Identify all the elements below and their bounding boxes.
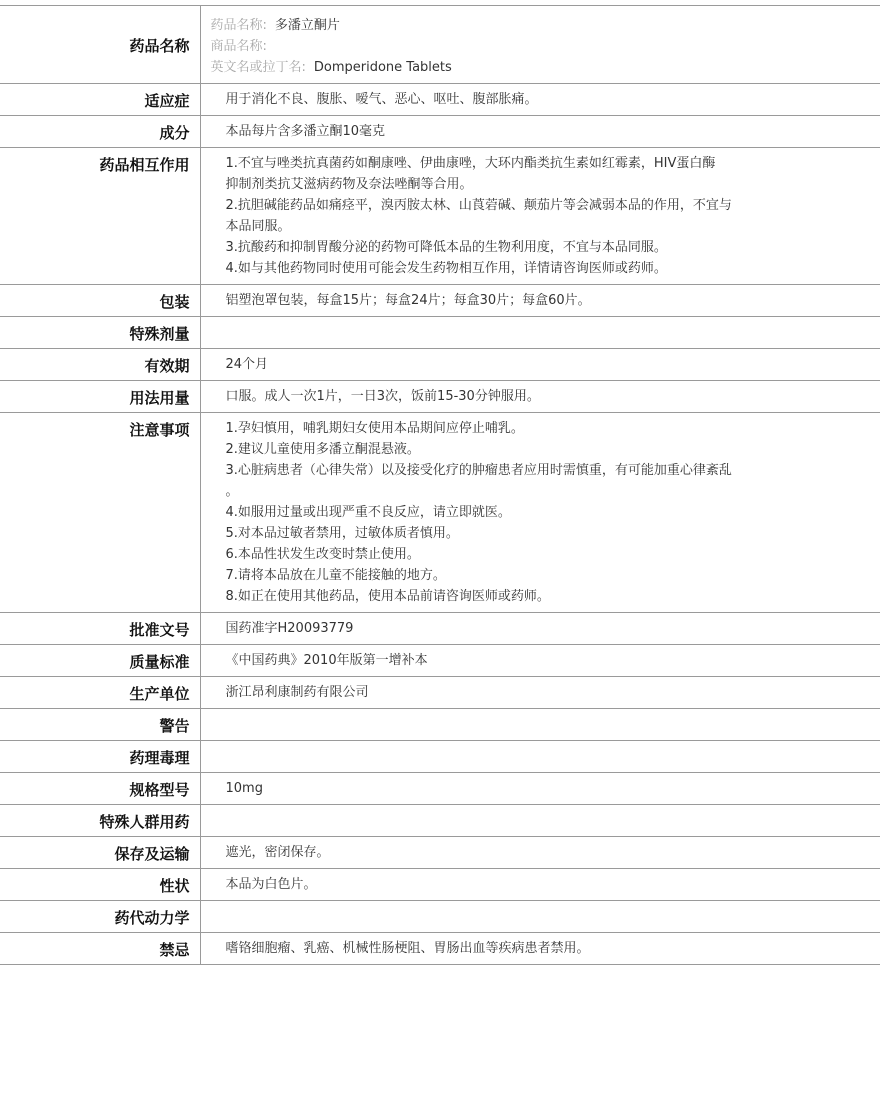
value-line: 3.抗酸药和抑制胃酸分泌的药物可降低本品的生物利用度，不宜与本品同服。 [225,240,667,255]
table-row [0,709,880,741]
row-value [200,901,880,933]
row-value [200,317,880,349]
value-line: 国药准字H20093779 [225,621,354,636]
value-line: 1.不宜与唑类抗真菌药如酮康唑、伊曲康唑，大环内酯类抗生素如红霉素，HIV蛋白酶 [225,156,716,171]
value-line: 4.如服用过量或出现严重不良反应，请立即就医。 [225,505,511,520]
value-line: 浙江昂利康制药有限公司 [225,685,369,700]
value-line: 。 [225,484,239,499]
row-value [200,148,880,285]
value-line: 4.如与其他药物同时使用可能会发生药物相互作用，详情请咨询医师或药师。 [225,261,667,276]
value-line: 10mg [225,781,263,796]
row-value [200,116,880,148]
row-value [200,773,880,805]
table-row [0,317,880,349]
row-label: 特殊剂量 [0,317,200,349]
row-value [200,805,880,837]
value-line: 1.孕妇慎用，哺乳期妇女使用本品期间应停止哺乳。 [225,421,524,436]
table-row [0,901,880,933]
row-value [200,349,880,381]
row-label: 生产单位 [0,677,200,709]
row-label: 有效期 [0,349,200,381]
value-line: 遮光，密闭保存。 [225,845,330,860]
value-line: 本品同服。 [225,219,291,234]
row-label: 保存及运输 [0,837,200,869]
row-label: 成分 [0,116,200,148]
row-label: 药品相互作用 [0,148,200,285]
row-label: 包装 [0,285,200,317]
english-name-line [211,57,781,78]
drug-info-table [0,5,880,965]
row-value [200,869,880,901]
row-label: 用法用量 [0,381,200,413]
english-name-value: Domperidone Tablets [313,60,452,75]
table-row [0,837,880,869]
row-value [200,285,880,317]
row-value [200,741,880,773]
value-line: 2.建议儿童使用多潘立酮混悬液。 [225,442,420,457]
row-value [200,381,880,413]
table-row [0,613,880,645]
value-line: 24个月 [225,357,269,372]
row-label: 禁忌 [0,933,200,965]
table-row [0,741,880,773]
generic-name-line [211,15,781,36]
table-row [0,349,880,381]
row-value [200,413,880,613]
table-row [0,677,880,709]
row-label: 警告 [0,709,200,741]
value-line: 嗜铬细胞瘤、乳癌、机械性肠梗阻、胃肠出血等疾病患者禁用。 [225,941,590,956]
row-label: 药理毒理 [0,741,200,773]
value-line: 本品每片含多潘立酮10毫克 [225,124,386,139]
row-label: 规格型号 [0,773,200,805]
table-row [0,84,880,116]
table-row [0,645,880,677]
row-value [200,677,880,709]
value-line: 抑制剂类抗艾滋病药物及奈法唑酮等合用。 [225,177,473,192]
row-value [200,84,880,116]
value-line: 8.如正在使用其他药品，使用本品前请咨询医师或药师。 [225,589,550,604]
value-line: 口服。成人一次1片，一日3次，饭前15-30分钟服用。 [225,389,540,404]
trade-name-key: 商品名称: [210,39,267,54]
row-label: 质量标准 [0,645,200,677]
row-value [200,645,880,677]
trade-name-line [211,36,781,57]
row-value-names [200,6,880,84]
generic-name-key: 药品名称: [210,18,267,33]
table-row [0,805,880,837]
table-row [0,116,880,148]
row-label: 批准文号 [0,613,200,645]
value-line: 《中国药典》2010年版第一增补本 [225,653,428,668]
row-drug-name [0,6,880,84]
row-label: 性状 [0,869,200,901]
value-line: 5.对本品过敏者禁用，过敏体质者慎用。 [225,526,459,541]
row-value [200,933,880,965]
english-name-key: 英文名或拉丁名: [210,60,306,75]
table-row [0,933,880,965]
row-label: 适应症 [0,84,200,116]
table-row [0,869,880,901]
row-value [200,613,880,645]
row-label: 药代动力学 [0,901,200,933]
table-row [0,773,880,805]
table-row [0,413,880,613]
value-line: 7.请将本品放在儿童不能接触的地方。 [225,568,446,583]
value-line: 本品为白色片。 [225,877,317,892]
row-label: 特殊人群用药 [0,805,200,837]
value-line: 铝塑泡罩包装，每盒15片；每盒24片；每盒30片；每盒60片。 [225,293,591,308]
generic-name-value: 多潘立酮片 [274,18,340,33]
table-row [0,148,880,285]
row-value [200,837,880,869]
value-line: 6.本品性状发生改变时禁止使用。 [225,547,420,562]
row-value [200,709,880,741]
table-row [0,381,880,413]
value-line: 用于消化不良、腹胀、嗳气、恶心、呕吐、腹部胀痛。 [225,92,538,107]
table-row [0,285,880,317]
row-label: 注意事项 [0,413,200,613]
row-label: 药品名称 [0,6,200,84]
value-line: 2.抗胆碱能药品如痛痉平，溴丙胺太林、山莨菪碱、颠茄片等会减弱本品的作用，不宜与 [225,198,732,213]
value-line: 3.心脏病患者（心律失常）以及接受化疗的肿瘤患者应用时需慎重，有可能加重心律紊乱 [225,463,732,478]
